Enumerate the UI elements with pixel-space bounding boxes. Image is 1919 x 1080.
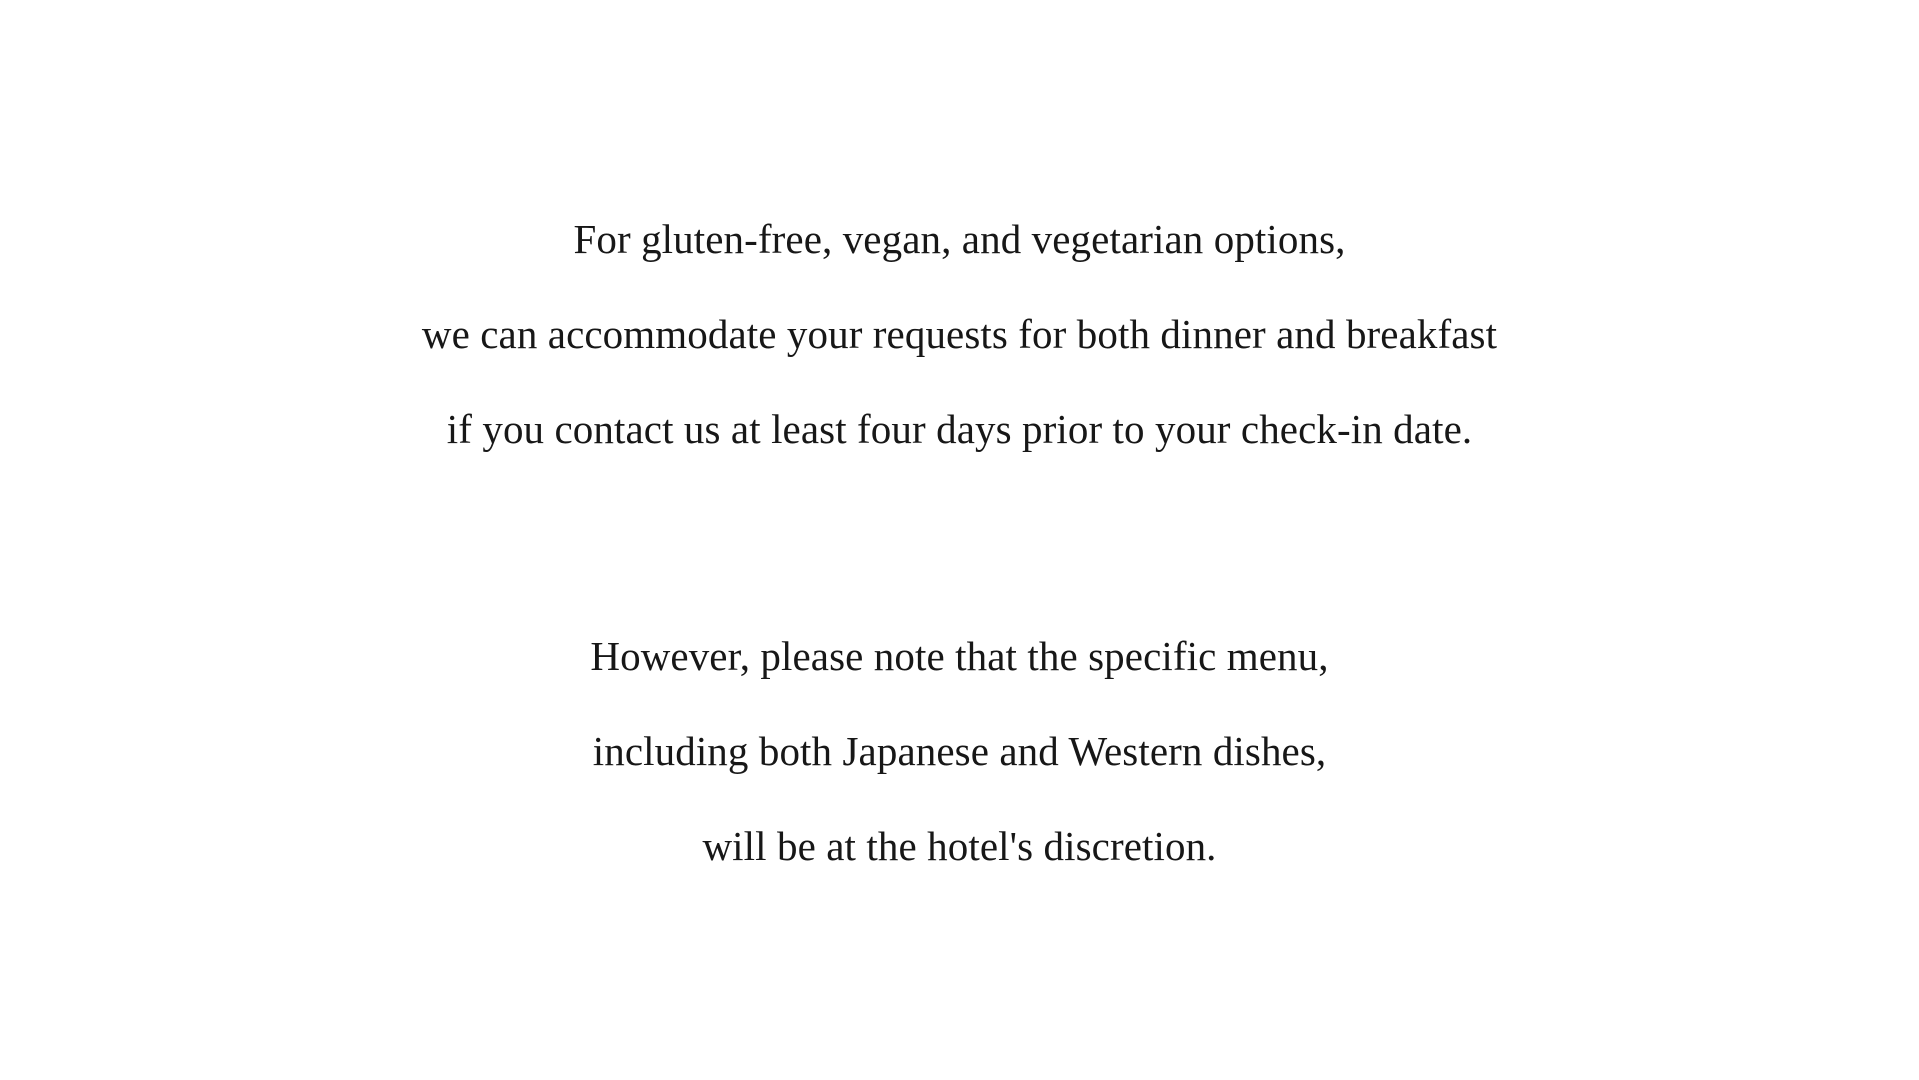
paragraph-dietary-options	[0, 192, 1919, 477]
paragraph-menu-discretion	[0, 609, 1919, 894]
paragraph-line: we can accommodate your requests for both dinner and breakfast	[421, 311, 1498, 357]
paragraph-line: if you contact us at least four days prior to your check-in date.	[446, 406, 1473, 452]
paragraph-line: will be at the hotel's discretion.	[702, 823, 1217, 869]
paragraph-line: including both Japanese and Western dishes,	[592, 728, 1327, 774]
paragraph-line: However, please note that the specific menu,	[590, 633, 1329, 679]
paragraph-line: For gluten-free, vegan, and vegetarian options,	[573, 216, 1346, 262]
